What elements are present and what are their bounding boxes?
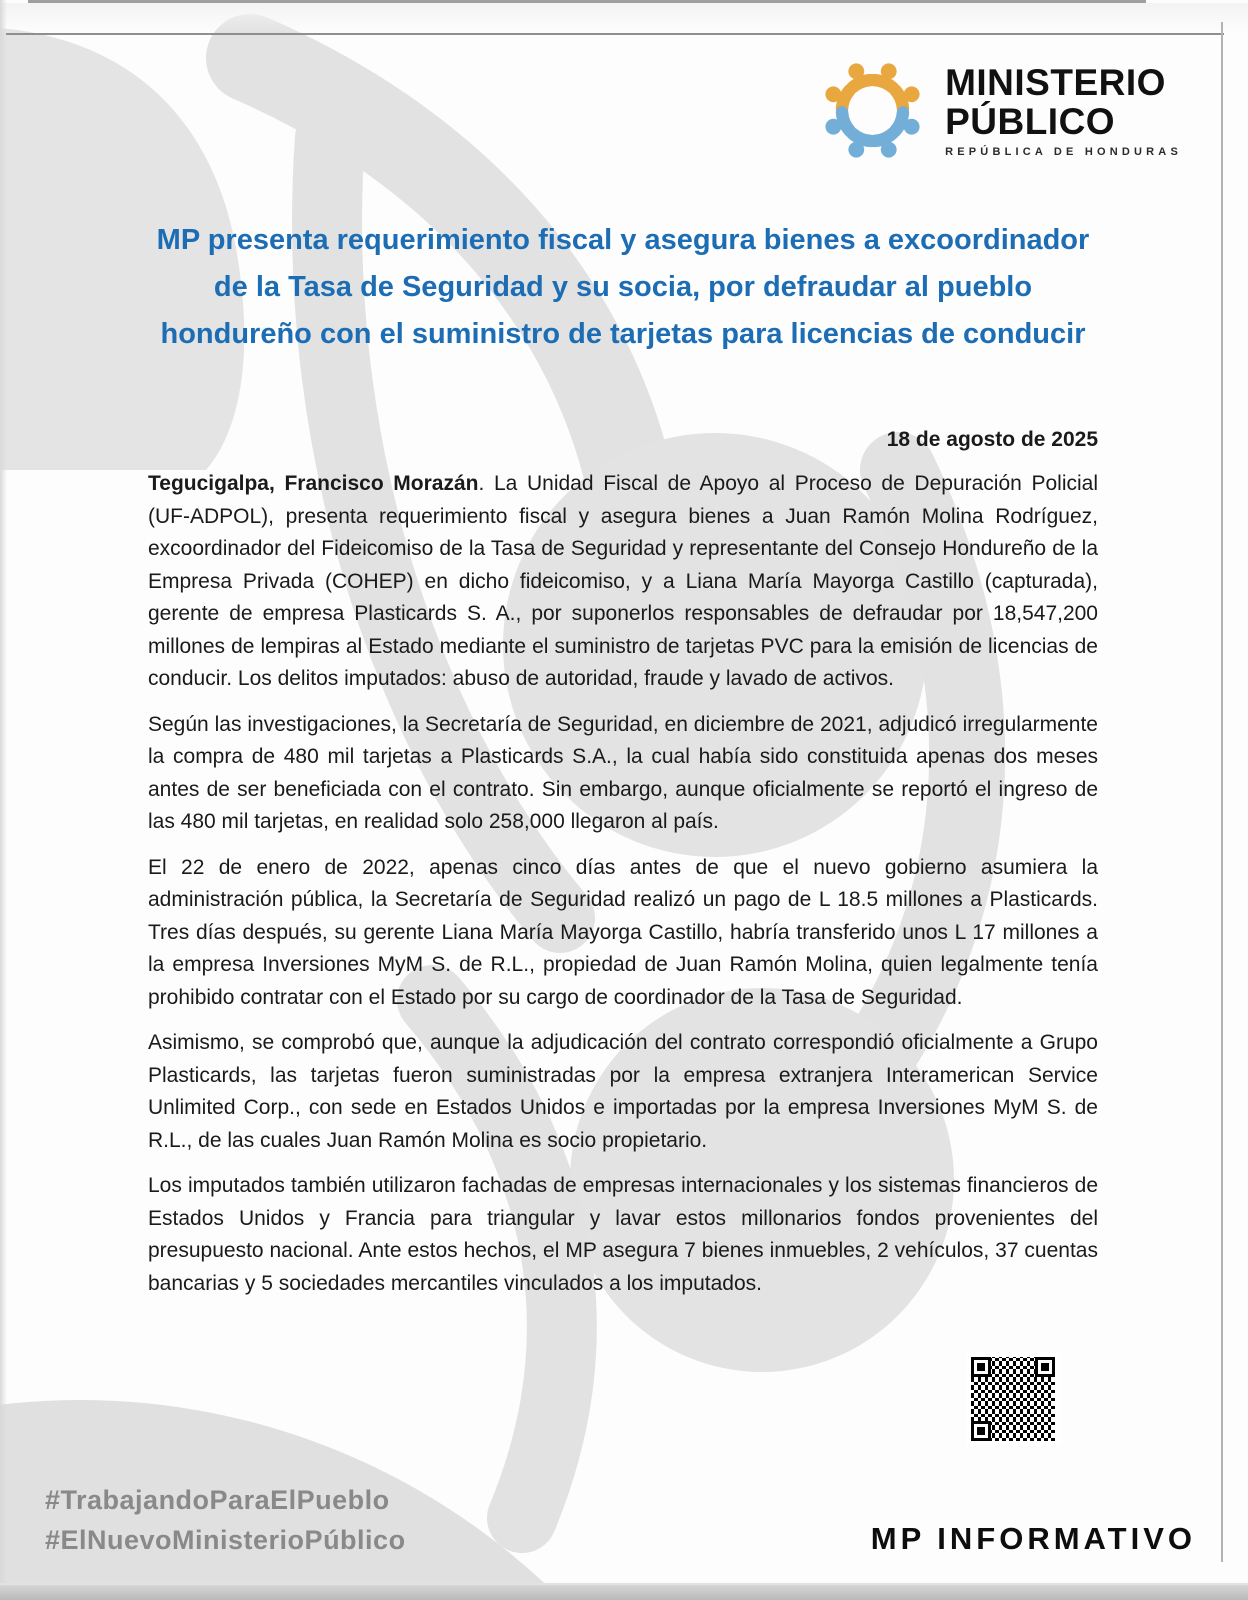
press-release-headline <box>148 217 1098 358</box>
logo-subtitle: REPÚBLICA DE HONDURAS <box>945 146 1182 158</box>
body-paragraph: Según las investigaciones, la Secretaría de Seguridad, en diciembre de 2021, adjudicó irregularmente la compra de 480 mil tarjetas a Plasticards S.A., la cual había sido constituida apenas dos meses antes de ser beneficiada con el contrato. Sin embargo, aunque oficialmente se reportó el ingreso de las 480 mil tarjetas, en realidad solo 258,000 llegaron al país. <box>148 712 1098 833</box>
qr-finder-bottom-left <box>971 1421 991 1441</box>
hashtag-trabajando: #TrabajandoParaElPueblo <box>45 1485 390 1515</box>
document-content <box>0 54 1248 1300</box>
headline-line: de la Tasa de Seguridad y su socia, por defraudar al pueblo <box>213 271 1033 303</box>
footer-hashtags <box>45 1480 406 1560</box>
scan-top-tint <box>0 3 1248 33</box>
mp-informativo-wordmark: MP INFORMATIVO <box>870 1521 1196 1556</box>
body-text <box>148 468 1098 1300</box>
headline-line: MP presenta requerimiento fiscal y asegura bienes a excoordinador <box>156 224 1090 256</box>
dateline-lead: Tegucigalpa, Francisco Morazán <box>148 472 479 495</box>
scan-top-edge <box>28 0 1146 3</box>
qr-code-pattern <box>971 1357 1055 1441</box>
mp-logo-text <box>945 63 1182 158</box>
mp-people-circle-emblem-icon <box>816 54 929 167</box>
release-date: 18 de agosto de 2025 <box>886 428 1098 451</box>
hashtag-nuevo-mp: #ElNuevoMinisterioPúblico <box>45 1525 406 1555</box>
body-paragraph <box>148 468 1098 696</box>
qr-finder-top-right <box>1035 1357 1055 1377</box>
body-paragraph: El 22 de enero de 2022, apenas cinco días antes de que el nuevo gobierno asumiera la administración pública, la Secretaría de Seguridad realizó un pago de L 18.5 millones a Plasticards. Tres días después, su gerente Liana María Mayorga Castillo, habría transferido unos L 17 millones a la empresa Inversiones MyM S. de R.L., propiedad de Juan Ramón Molina, quien legalmente tenía prohibido contratar con el Estado por su cargo de coordinador de la Tasa de Seguridad. <box>148 855 1098 1009</box>
scan-top-rule <box>6 33 1224 35</box>
mp-logo <box>148 54 1182 167</box>
body-paragraph: Los imputados también utilizaron fachadas de empresas internacionales y los sistemas financieros de Estados Unidos y Francia para triangular y lavar estos millonarios fondos provenientes del presupuesto nacional. Ante estos hechos, el MP asegura 7 bienes inmuebles, 2 vehículos, 37 cuentas bancarias y 5 sociedades mercantiles vinculados a los imputados. <box>148 1174 1098 1295</box>
qr-code <box>966 1352 1060 1446</box>
headline-line: hondureño con el suministro de tarjetas para licencias de conducir <box>160 318 1086 350</box>
scan-bottom-edge <box>0 1585 1248 1600</box>
body-paragraph: Asimismo, se comprobó que, aunque la adjudicación del contrato correspondió oficialmente a Grupo Plasticards, las tarjetas fueron suministradas por la empresa extranjera Interamerican Service Unlimited Corp., con sede en Estados Unidos e importadas por la empresa Inversiones MyM S. de R.L., de las cuales Juan Ramón Molina es socio propietario. <box>148 1031 1098 1152</box>
qr-finder-top-left <box>971 1357 991 1377</box>
logo-title-line2: PÚBLICO <box>945 101 1116 142</box>
paragraph-text: . La Unidad Fiscal de Apoyo al Proceso de Depuración Policial (UF-ADPOL), presenta requerimiento fiscal y asegura bienes a Juan Ramón Molina Rodríguez, excoordinador del Fideicomiso de la Tasa de Seguridad y representante del Consejo Hondureño de la Empresa Privada (COHEP) en dicho fideicomiso, y a Liana María Mayorga Castillo (capturada), gerente de empresa Plasticards S. A., por suponerlos responsables de defraudar por 18,547,200 millones de lempiras al Estado mediante el suministro de tarjetas PVC para la emisión de licencias de conducir. Los delitos imputados: abuso de autoridad, fraude y lavado de activos. <box>148 472 1098 690</box>
logo-title-line1: MINISTERIO <box>945 62 1166 103</box>
